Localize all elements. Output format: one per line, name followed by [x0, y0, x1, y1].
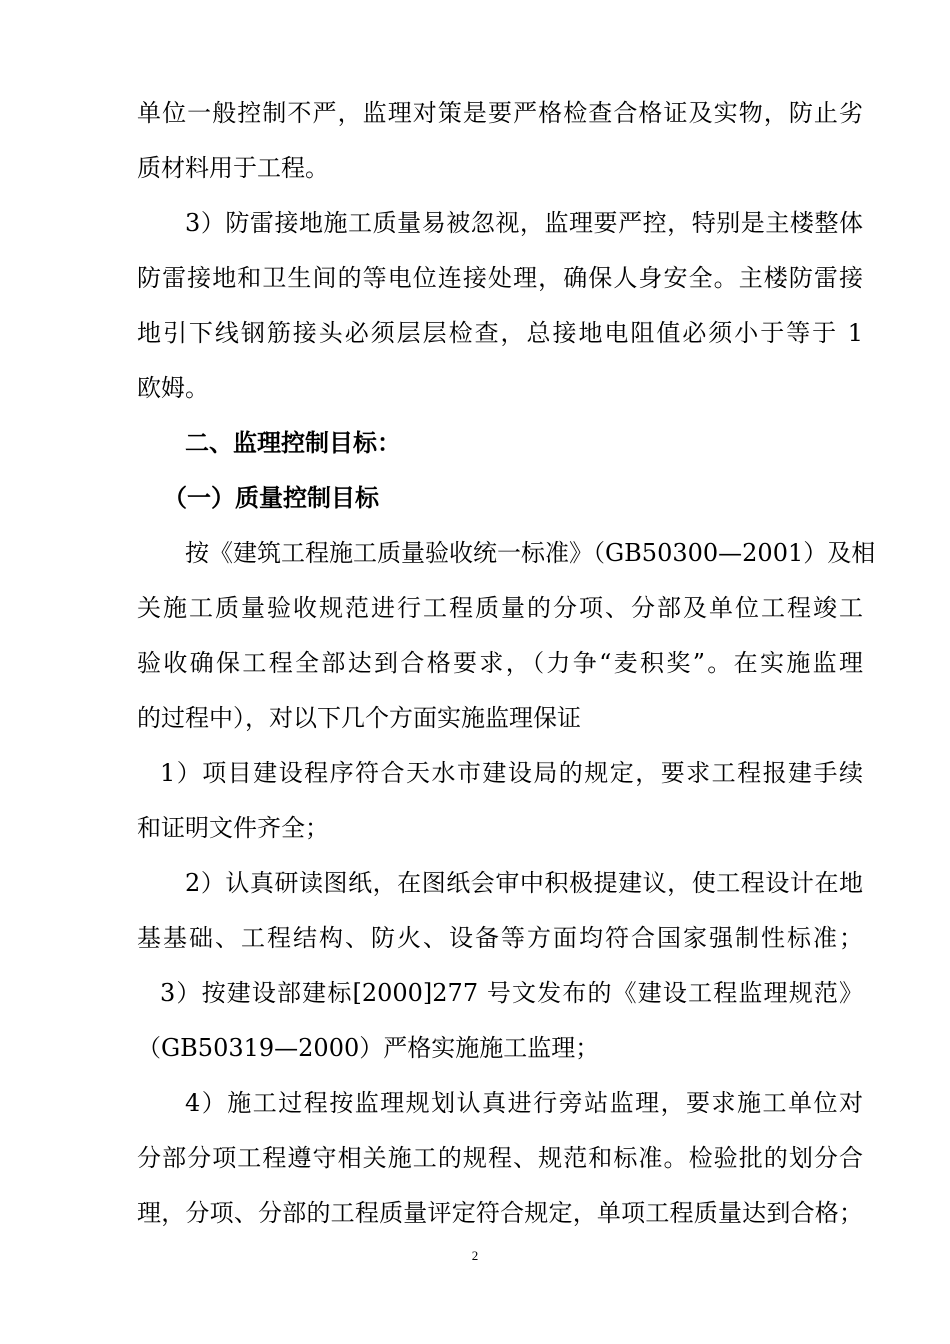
body-text-line: 的过程中），对以下几个方面实施监理保证 [137, 704, 581, 732]
list-item-line: 4）施工过程按监理规划认真进行旁站监理，要求施工单位对 [185, 1089, 863, 1117]
body-text-line: 地引下线钢筋接头必须层层检查，总接地电阻值必须小于等于 1 [137, 319, 863, 347]
subsection-heading: （一）质量控制目标 [163, 483, 379, 512]
body-text-line: 验收确保工程全部达到合格要求，（力争“麦积奖”。在实施监理 [137, 649, 863, 677]
list-item-line: （GB50319—2000）严格实施施工监理； [137, 1034, 600, 1062]
body-text-line: 质材料用于工程。 [137, 154, 329, 182]
page-number: 2 [471, 1248, 479, 1263]
list-item-line: 分部分项工程遵守相关施工的规程、规范和标准。检验批的划分合 [137, 1144, 863, 1172]
section-heading: 二、监理控制目标： [185, 428, 401, 457]
list-item-line: 2）认真研读图纸，在图纸会审中积极提建议，使工程设计在地 [185, 869, 863, 897]
list-item-line: 理，分项、分部的工程质量评定符合规定，单项工程质量达到合格； [137, 1199, 863, 1227]
list-item-line: 基基础、工程结构、防火、设备等方面均符合国家强制性标准； [137, 924, 863, 952]
body-text-line: 按《建筑工程施工质量验收统一标准》（GB50300—2001）及相 [185, 539, 876, 567]
body-text-line: 关施工质量验收规范进行工程质量的分项、分部及单位工程竣工 [137, 594, 863, 622]
body-text-line: 3）防雷接地施工质量易被忽视，监理要严控，特别是主楼整体 [185, 209, 863, 237]
list-item-line: 1）项目建设程序符合天水市建设局的规定，要求工程报建手续 [160, 759, 863, 787]
list-item-line: 和证明文件齐全； [137, 814, 329, 842]
body-text-line: 单位一般控制不严，监理对策是要严格检查合格证及实物，防止劣 [137, 99, 863, 127]
list-item-line: 3）按建设部建标[2000]277 号文发布的《建设工程监理规范》 [160, 979, 863, 1007]
body-text-line: 欧姆。 [137, 374, 209, 402]
body-text-line: 防雷接地和卫生间的等电位连接处理，确保人身安全。主楼防雷接 [137, 264, 863, 292]
